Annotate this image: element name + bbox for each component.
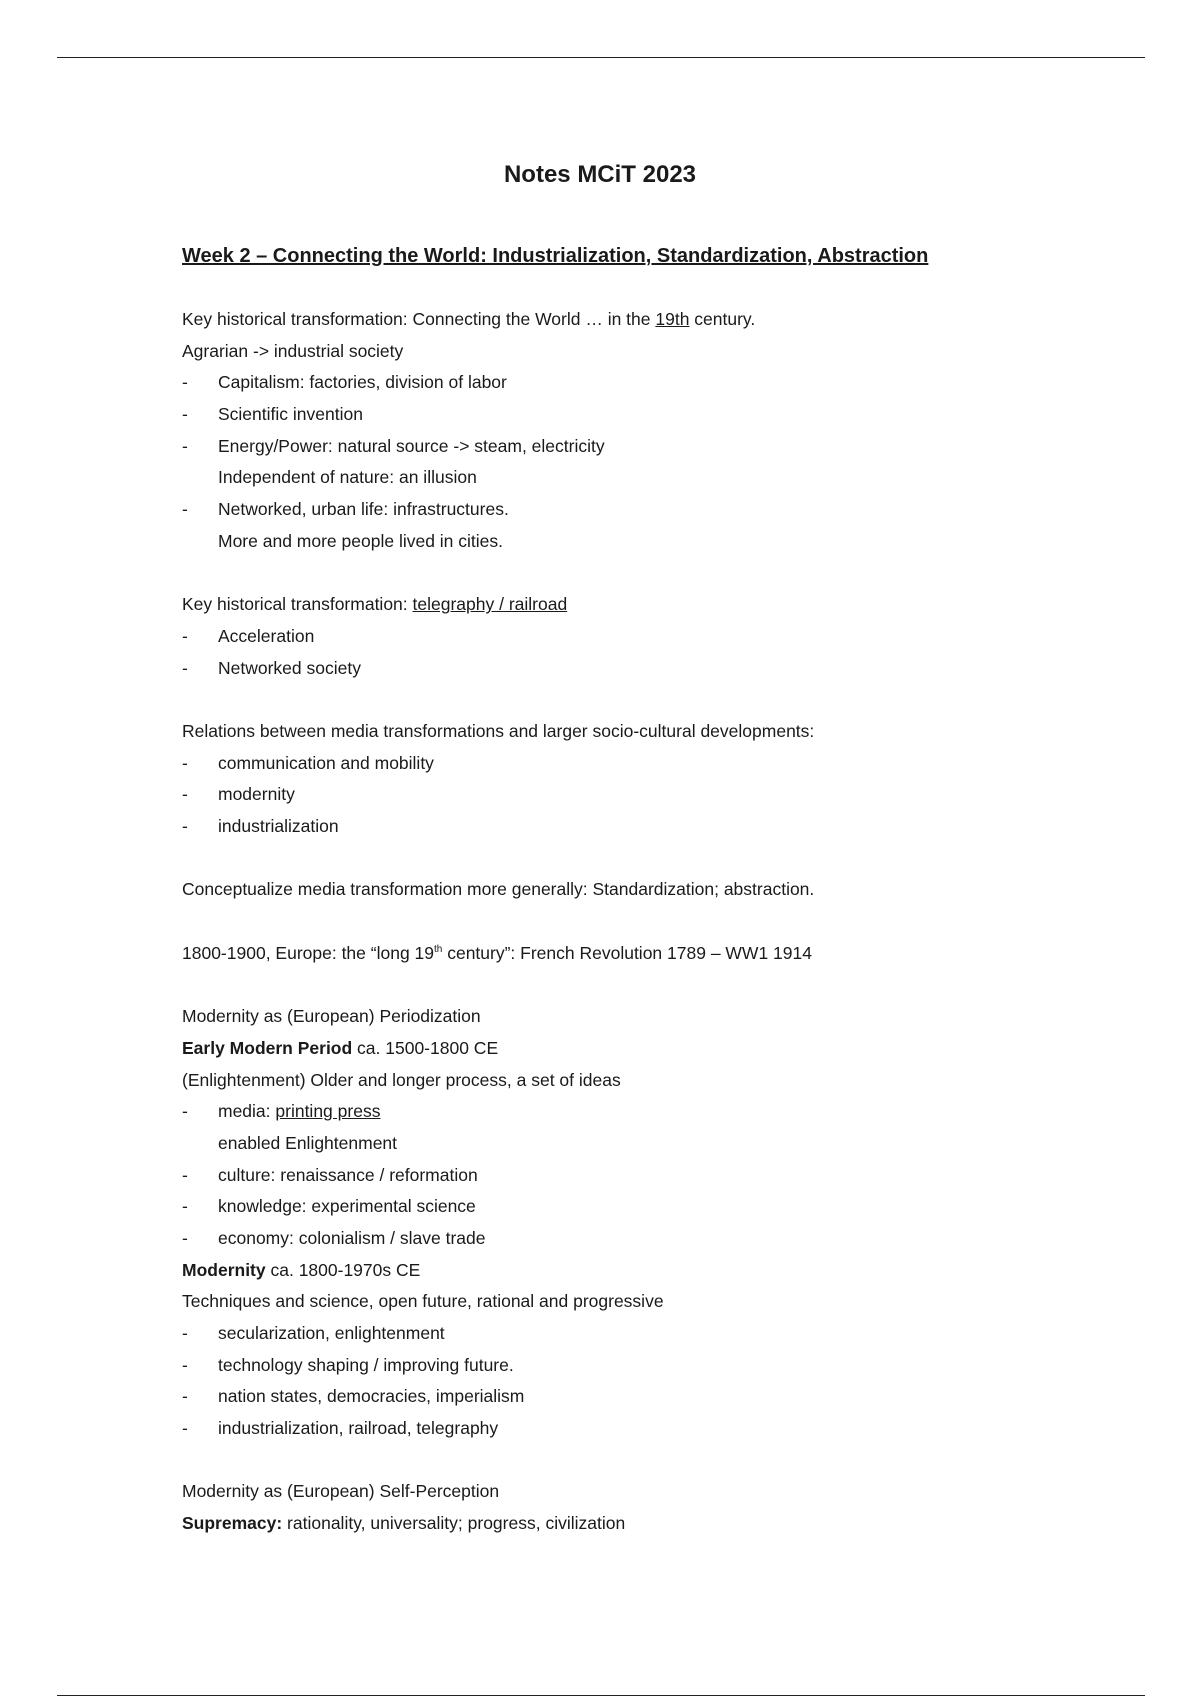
list-item: - economy: colonialism / slave trade bbox=[182, 1227, 486, 1248]
s4-text: Conceptualize media transformation more generally: Standardization; abstraction. bbox=[182, 879, 815, 900]
s1-intro: Key historical transformation: Connecting the World … in the 19th century. bbox=[182, 309, 756, 329]
list-item: - industrialization, railroad, telegraphy bbox=[182, 1418, 499, 1439]
list-item: - secularization, enlightenment bbox=[182, 1323, 445, 1343]
s2-intro: Key historical transformation: telegraphy / railroad bbox=[182, 594, 568, 615]
list-item: - industrialization bbox=[182, 816, 339, 836]
list-item: - media: printing press bbox=[182, 1101, 381, 1122]
early-modern-desc: (Enlightenment) Older and longer process, a set of ideas bbox=[182, 1069, 621, 1090]
week-heading: Week 2 – Connecting the World: Industrialization, Standardization, Abstraction bbox=[182, 245, 929, 267]
list-item: - Acceleration bbox=[182, 625, 315, 646]
list-item: - Capitalism: factories, division of labor bbox=[182, 372, 507, 393]
s1-subtitle: Agrarian -> industrial society bbox=[182, 340, 404, 361]
list-item: - Networked society bbox=[182, 657, 361, 678]
modernity-period: Modernity ca. 1800-1970s CE bbox=[182, 1259, 421, 1280]
list-item: - technology shaping / improving future. bbox=[182, 1354, 514, 1375]
list-item: - Energy/Power: natural source -> steam, electricity bbox=[182, 435, 605, 456]
early-modern-period: Early Modern Period ca. 1500-1800 CE bbox=[182, 1037, 499, 1058]
list-item: - Scientific invention bbox=[182, 404, 363, 425]
top-rule bbox=[57, 57, 1145, 58]
list-continuation: Independent of nature: an illusion bbox=[218, 467, 477, 488]
list-continuation: enabled Enlightenment bbox=[218, 1132, 398, 1153]
bottom-rule bbox=[57, 1695, 1145, 1696]
list-item: - modernity bbox=[182, 784, 295, 805]
list-continuation: More and more people lived in cities. bbox=[218, 530, 504, 551]
list-item: - knowledge: experimental science bbox=[182, 1196, 476, 1217]
list-item: - nation states, democracies, imperialism bbox=[182, 1386, 525, 1407]
list-item: - Networked, urban life: infrastructures. bbox=[182, 499, 509, 520]
supremacy-line: Supremacy: rationality, universality; progress, civilization bbox=[182, 1513, 626, 1534]
modernity-desc: Techniques and science, open future, rational and progressive bbox=[182, 1291, 664, 1312]
s6-heading: Modernity as (European) Periodization bbox=[182, 1006, 481, 1027]
page-title: Notes MCiT 2023 bbox=[503, 161, 697, 188]
s3-intro: Relations between media transformations and larger socio-cultural developments: bbox=[182, 720, 815, 741]
list-item: - culture: renaissance / reformation bbox=[182, 1164, 478, 1185]
notes-body bbox=[182, 304, 1082, 1540]
s7-heading: Modernity as (European) Self-Perception bbox=[182, 1481, 500, 1502]
list-item: - communication and mobility bbox=[182, 752, 434, 773]
s5-text: 1800-1900, Europe: the “long 19th century”: French Revolution 1789 – WW1 1914 bbox=[182, 942, 812, 963]
